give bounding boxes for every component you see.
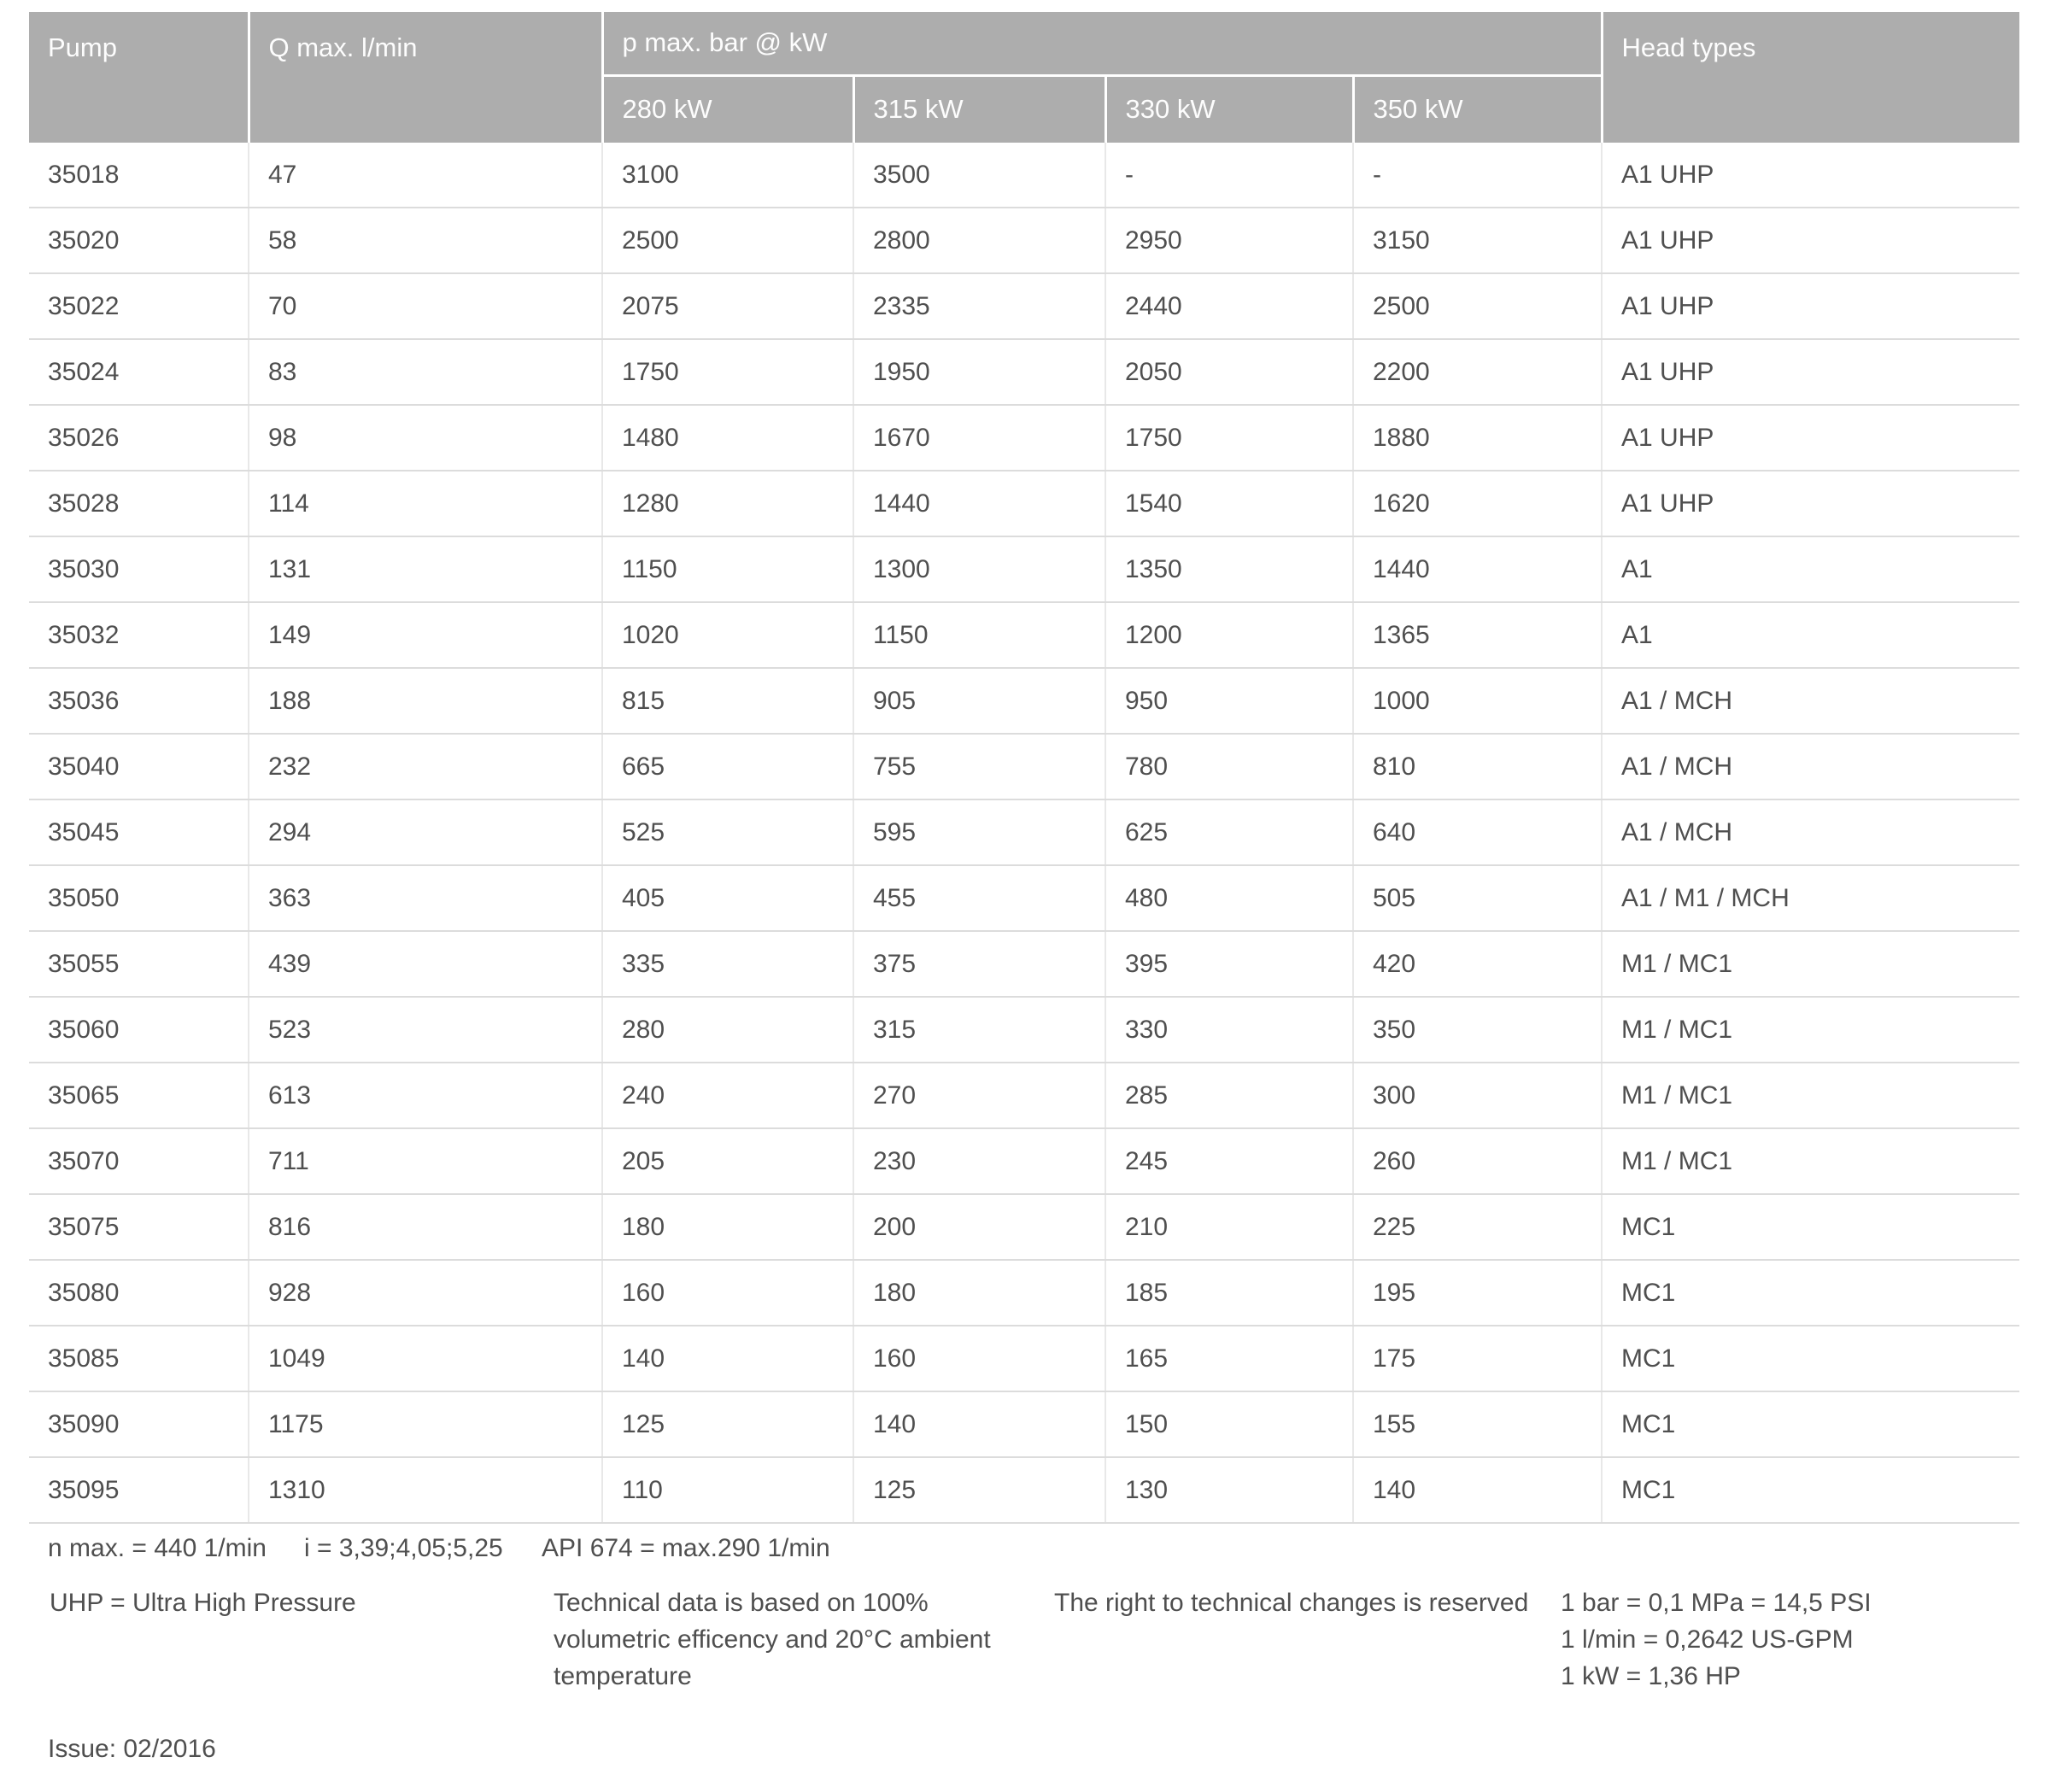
cell-pump: 35065 bbox=[29, 1063, 249, 1128]
cell-kw-280: 205 bbox=[602, 1128, 853, 1194]
cell-kw-315: 375 bbox=[853, 931, 1105, 997]
cell-head-type: MC1 bbox=[1602, 1457, 2019, 1523]
header-row-1 bbox=[29, 12, 2019, 75]
cell-kw-350: 420 bbox=[1353, 931, 1602, 997]
cell-kw-330: 150 bbox=[1105, 1391, 1353, 1457]
cell-pump: 35060 bbox=[29, 997, 249, 1063]
footnote-uhp: UHP = Ultra High Pressure bbox=[50, 1589, 356, 1617]
cell-qmax: 83 bbox=[249, 339, 602, 405]
cell-head-type: MC1 bbox=[1602, 1391, 2019, 1457]
cell-kw-280: 140 bbox=[602, 1326, 853, 1391]
cell-kw-280: 665 bbox=[602, 734, 853, 799]
cell-kw-315: 1950 bbox=[853, 339, 1105, 405]
cell-pump: 35090 bbox=[29, 1391, 249, 1457]
cell-kw-350: 155 bbox=[1353, 1391, 1602, 1457]
footnote-ratio: i = 3,39;4,05;5,25 bbox=[304, 1534, 503, 1562]
cell-head-type: M1 / MC1 bbox=[1602, 1063, 2019, 1128]
footnote-technical-line: volumetric efficency and 20°C ambient bbox=[554, 1625, 991, 1654]
cell-kw-315: 140 bbox=[853, 1391, 1105, 1457]
cell-kw-350: 195 bbox=[1353, 1260, 1602, 1326]
cell-kw-330: 185 bbox=[1105, 1260, 1353, 1326]
cell-qmax: 188 bbox=[249, 668, 602, 734]
cell-kw-330: 1750 bbox=[1105, 405, 1353, 471]
cell-kw-280: 1280 bbox=[602, 471, 853, 536]
cell-kw-330: 2950 bbox=[1105, 208, 1353, 273]
cell-head-type: M1 / MC1 bbox=[1602, 931, 2019, 997]
cell-kw-350: 1880 bbox=[1353, 405, 1602, 471]
cell-kw-280: 2500 bbox=[602, 208, 853, 273]
cell-kw-315: 315 bbox=[853, 997, 1105, 1063]
footnote-nmax: n max. = 440 1/min bbox=[48, 1534, 267, 1562]
cell-pump: 35030 bbox=[29, 536, 249, 602]
cell-kw-350: 225 bbox=[1353, 1194, 1602, 1260]
table-row bbox=[29, 405, 2019, 471]
cell-kw-315: 595 bbox=[853, 799, 1105, 865]
cell-kw-315: 2335 bbox=[853, 273, 1105, 339]
cell-kw-280: 1750 bbox=[602, 339, 853, 405]
table-header bbox=[29, 12, 2019, 143]
table-row bbox=[29, 208, 2019, 273]
cell-kw-280: 280 bbox=[602, 997, 853, 1063]
cell-kw-350: 1365 bbox=[1353, 602, 1602, 668]
cell-qmax: 149 bbox=[249, 602, 602, 668]
cell-qmax: 1049 bbox=[249, 1326, 602, 1391]
cell-pump: 35026 bbox=[29, 405, 249, 471]
cell-kw-330: 950 bbox=[1105, 668, 1353, 734]
cell-qmax: 47 bbox=[249, 143, 602, 208]
footnote-conversions bbox=[1561, 1584, 1872, 1695]
table-row bbox=[29, 931, 2019, 997]
cell-kw-315: 1150 bbox=[853, 602, 1105, 668]
cell-pump: 35020 bbox=[29, 208, 249, 273]
cell-head-type: A1 / MCH bbox=[1602, 799, 2019, 865]
cell-kw-315: 2800 bbox=[853, 208, 1105, 273]
header-kw-1: 315 kW bbox=[853, 75, 1105, 143]
cell-kw-330: 2440 bbox=[1105, 273, 1353, 339]
cell-qmax: 131 bbox=[249, 536, 602, 602]
cell-pump: 35085 bbox=[29, 1326, 249, 1391]
table-row bbox=[29, 734, 2019, 799]
cell-kw-350: 3150 bbox=[1353, 208, 1602, 273]
cell-qmax: 58 bbox=[249, 208, 602, 273]
cell-kw-350: 1620 bbox=[1353, 471, 1602, 536]
cell-kw-280: 160 bbox=[602, 1260, 853, 1326]
cell-kw-315: 905 bbox=[853, 668, 1105, 734]
cell-head-type: A1 UHP bbox=[1602, 339, 2019, 405]
cell-kw-280: 1150 bbox=[602, 536, 853, 602]
cell-pump: 35075 bbox=[29, 1194, 249, 1260]
cell-kw-280: 180 bbox=[602, 1194, 853, 1260]
table-row bbox=[29, 1128, 2019, 1194]
cell-pump: 35050 bbox=[29, 865, 249, 931]
cell-kw-330: 130 bbox=[1105, 1457, 1353, 1523]
header-pump: Pump bbox=[29, 12, 249, 143]
cell-pump: 35028 bbox=[29, 471, 249, 536]
cell-kw-350: 640 bbox=[1353, 799, 1602, 865]
table-row bbox=[29, 1326, 2019, 1391]
cell-kw-330: 480 bbox=[1105, 865, 1353, 931]
header-head-types: Head types bbox=[1602, 12, 2019, 143]
cell-kw-280: 3100 bbox=[602, 143, 853, 208]
table-body bbox=[29, 143, 2019, 1523]
cell-kw-330: 165 bbox=[1105, 1326, 1353, 1391]
cell-pump: 35024 bbox=[29, 339, 249, 405]
cell-kw-350: 810 bbox=[1353, 734, 1602, 799]
cell-kw-280: 1480 bbox=[602, 405, 853, 471]
cell-qmax: 363 bbox=[249, 865, 602, 931]
cell-kw-330: 625 bbox=[1105, 799, 1353, 865]
table-row bbox=[29, 602, 2019, 668]
cell-head-type: A1 UHP bbox=[1602, 143, 2019, 208]
cell-kw-280: 1020 bbox=[602, 602, 853, 668]
cell-kw-315: 1440 bbox=[853, 471, 1105, 536]
table-row bbox=[29, 1457, 2019, 1523]
cell-kw-350: 140 bbox=[1353, 1457, 1602, 1523]
cell-kw-315: 160 bbox=[853, 1326, 1105, 1391]
header-kw-2: 330 kW bbox=[1105, 75, 1353, 143]
cell-pump: 35080 bbox=[29, 1260, 249, 1326]
cell-pump: 35040 bbox=[29, 734, 249, 799]
cell-kw-280: 405 bbox=[602, 865, 853, 931]
cell-kw-350: 2500 bbox=[1353, 273, 1602, 339]
cell-head-type: A1 UHP bbox=[1602, 405, 2019, 471]
cell-kw-315: 455 bbox=[853, 865, 1105, 931]
cell-head-type: A1 bbox=[1602, 602, 2019, 668]
cell-kw-315: 755 bbox=[853, 734, 1105, 799]
table-row bbox=[29, 1194, 2019, 1260]
cell-qmax: 232 bbox=[249, 734, 602, 799]
cell-head-type: A1 UHP bbox=[1602, 273, 2019, 339]
cell-kw-330: 780 bbox=[1105, 734, 1353, 799]
cell-head-type: MC1 bbox=[1602, 1326, 2019, 1391]
cell-qmax: 711 bbox=[249, 1128, 602, 1194]
cell-qmax: 928 bbox=[249, 1260, 602, 1326]
cell-kw-350: 350 bbox=[1353, 997, 1602, 1063]
cell-qmax: 98 bbox=[249, 405, 602, 471]
cell-kw-330: - bbox=[1105, 143, 1353, 208]
cell-kw-330: 395 bbox=[1105, 931, 1353, 997]
cell-kw-315: 230 bbox=[853, 1128, 1105, 1194]
cell-kw-350: 1000 bbox=[1353, 668, 1602, 734]
cell-qmax: 816 bbox=[249, 1194, 602, 1260]
cell-kw-330: 330 bbox=[1105, 997, 1353, 1063]
cell-qmax: 439 bbox=[249, 931, 602, 997]
cell-qmax: 294 bbox=[249, 799, 602, 865]
cell-head-type: M1 / MC1 bbox=[1602, 997, 2019, 1063]
cell-head-type: A1 UHP bbox=[1602, 471, 2019, 536]
cell-kw-330: 245 bbox=[1105, 1128, 1353, 1194]
cell-head-type: MC1 bbox=[1602, 1260, 2019, 1326]
header-kw-0: 280 kW bbox=[602, 75, 853, 143]
cell-kw-315: 270 bbox=[853, 1063, 1105, 1128]
table-row bbox=[29, 1063, 2019, 1128]
cell-kw-315: 125 bbox=[853, 1457, 1105, 1523]
cell-qmax: 70 bbox=[249, 273, 602, 339]
cell-pump: 35018 bbox=[29, 143, 249, 208]
cell-qmax: 613 bbox=[249, 1063, 602, 1128]
cell-kw-350: 2200 bbox=[1353, 339, 1602, 405]
cell-kw-350: 175 bbox=[1353, 1326, 1602, 1391]
cell-kw-280: 815 bbox=[602, 668, 853, 734]
cell-pump: 35036 bbox=[29, 668, 249, 734]
cell-kw-315: 1670 bbox=[853, 405, 1105, 471]
cell-kw-330: 210 bbox=[1105, 1194, 1353, 1260]
footnote-rights: The right to technical changes is reserved bbox=[1054, 1589, 1529, 1617]
cell-kw-280: 335 bbox=[602, 931, 853, 997]
footnote-api: API 674 = max.290 1/min bbox=[542, 1534, 830, 1562]
header-kw-3: 350 kW bbox=[1353, 75, 1602, 143]
table-row bbox=[29, 799, 2019, 865]
header-qmax: Q max. l/min bbox=[249, 12, 602, 143]
cell-kw-350: - bbox=[1353, 143, 1602, 208]
cell-pump: 35095 bbox=[29, 1457, 249, 1523]
cell-qmax: 114 bbox=[249, 471, 602, 536]
cell-qmax: 523 bbox=[249, 997, 602, 1063]
cell-head-type: A1 / MCH bbox=[1602, 734, 2019, 799]
cell-kw-280: 125 bbox=[602, 1391, 853, 1457]
footnote-technical bbox=[554, 1584, 991, 1695]
cell-kw-350: 1440 bbox=[1353, 536, 1602, 602]
table-row bbox=[29, 1391, 2019, 1457]
cell-kw-315: 1300 bbox=[853, 536, 1105, 602]
table-row bbox=[29, 997, 2019, 1063]
cell-head-type: A1 / MCH bbox=[1602, 668, 2019, 734]
table-row bbox=[29, 1260, 2019, 1326]
cell-pump: 35055 bbox=[29, 931, 249, 997]
cell-head-type: A1 / M1 / MCH bbox=[1602, 865, 2019, 931]
header-pmax-group: p max. bar @ kW bbox=[602, 12, 1602, 75]
cell-head-type: MC1 bbox=[1602, 1194, 2019, 1260]
cell-kw-330: 1350 bbox=[1105, 536, 1353, 602]
footnote-technical-line: Technical data is based on 100% bbox=[554, 1589, 929, 1617]
cell-pump: 35032 bbox=[29, 602, 249, 668]
cell-head-type: A1 UHP bbox=[1602, 208, 2019, 273]
cell-qmax: 1310 bbox=[249, 1457, 602, 1523]
cell-kw-280: 110 bbox=[602, 1457, 853, 1523]
cell-head-type: A1 bbox=[1602, 536, 2019, 602]
cell-kw-280: 240 bbox=[602, 1063, 853, 1128]
pump-spec-table bbox=[29, 12, 2019, 1524]
table-row bbox=[29, 536, 2019, 602]
cell-pump: 35045 bbox=[29, 799, 249, 865]
table-row bbox=[29, 865, 2019, 931]
cell-pump: 35070 bbox=[29, 1128, 249, 1194]
cell-kw-330: 2050 bbox=[1105, 339, 1353, 405]
cell-head-type: M1 / MC1 bbox=[1602, 1128, 2019, 1194]
cell-kw-280: 525 bbox=[602, 799, 853, 865]
footnote-conversion-line: 1 kW = 1,36 HP bbox=[1561, 1662, 1741, 1690]
cell-kw-315: 200 bbox=[853, 1194, 1105, 1260]
cell-pump: 35022 bbox=[29, 273, 249, 339]
cell-kw-280: 2075 bbox=[602, 273, 853, 339]
cell-kw-330: 1540 bbox=[1105, 471, 1353, 536]
cell-kw-330: 1200 bbox=[1105, 602, 1353, 668]
footnote-conversion-line: 1 l/min = 0,2642 US-GPM bbox=[1561, 1625, 1854, 1654]
cell-kw-315: 3500 bbox=[853, 143, 1105, 208]
cell-qmax: 1175 bbox=[249, 1391, 602, 1457]
table-row bbox=[29, 273, 2019, 339]
table-row bbox=[29, 668, 2019, 734]
cell-kw-350: 260 bbox=[1353, 1128, 1602, 1194]
cell-kw-315: 180 bbox=[853, 1260, 1105, 1326]
cell-kw-350: 505 bbox=[1353, 865, 1602, 931]
footnote-conversion-line: 1 bar = 0,1 MPa = 14,5 PSI bbox=[1561, 1589, 1872, 1617]
footnote-technical-line: temperature bbox=[554, 1662, 692, 1690]
cell-kw-350: 300 bbox=[1353, 1063, 1602, 1128]
table-row bbox=[29, 339, 2019, 405]
table-row bbox=[29, 471, 2019, 536]
table-row bbox=[29, 143, 2019, 208]
issue-label: Issue: 02/2016 bbox=[48, 1735, 216, 1763]
cell-kw-330: 285 bbox=[1105, 1063, 1353, 1128]
